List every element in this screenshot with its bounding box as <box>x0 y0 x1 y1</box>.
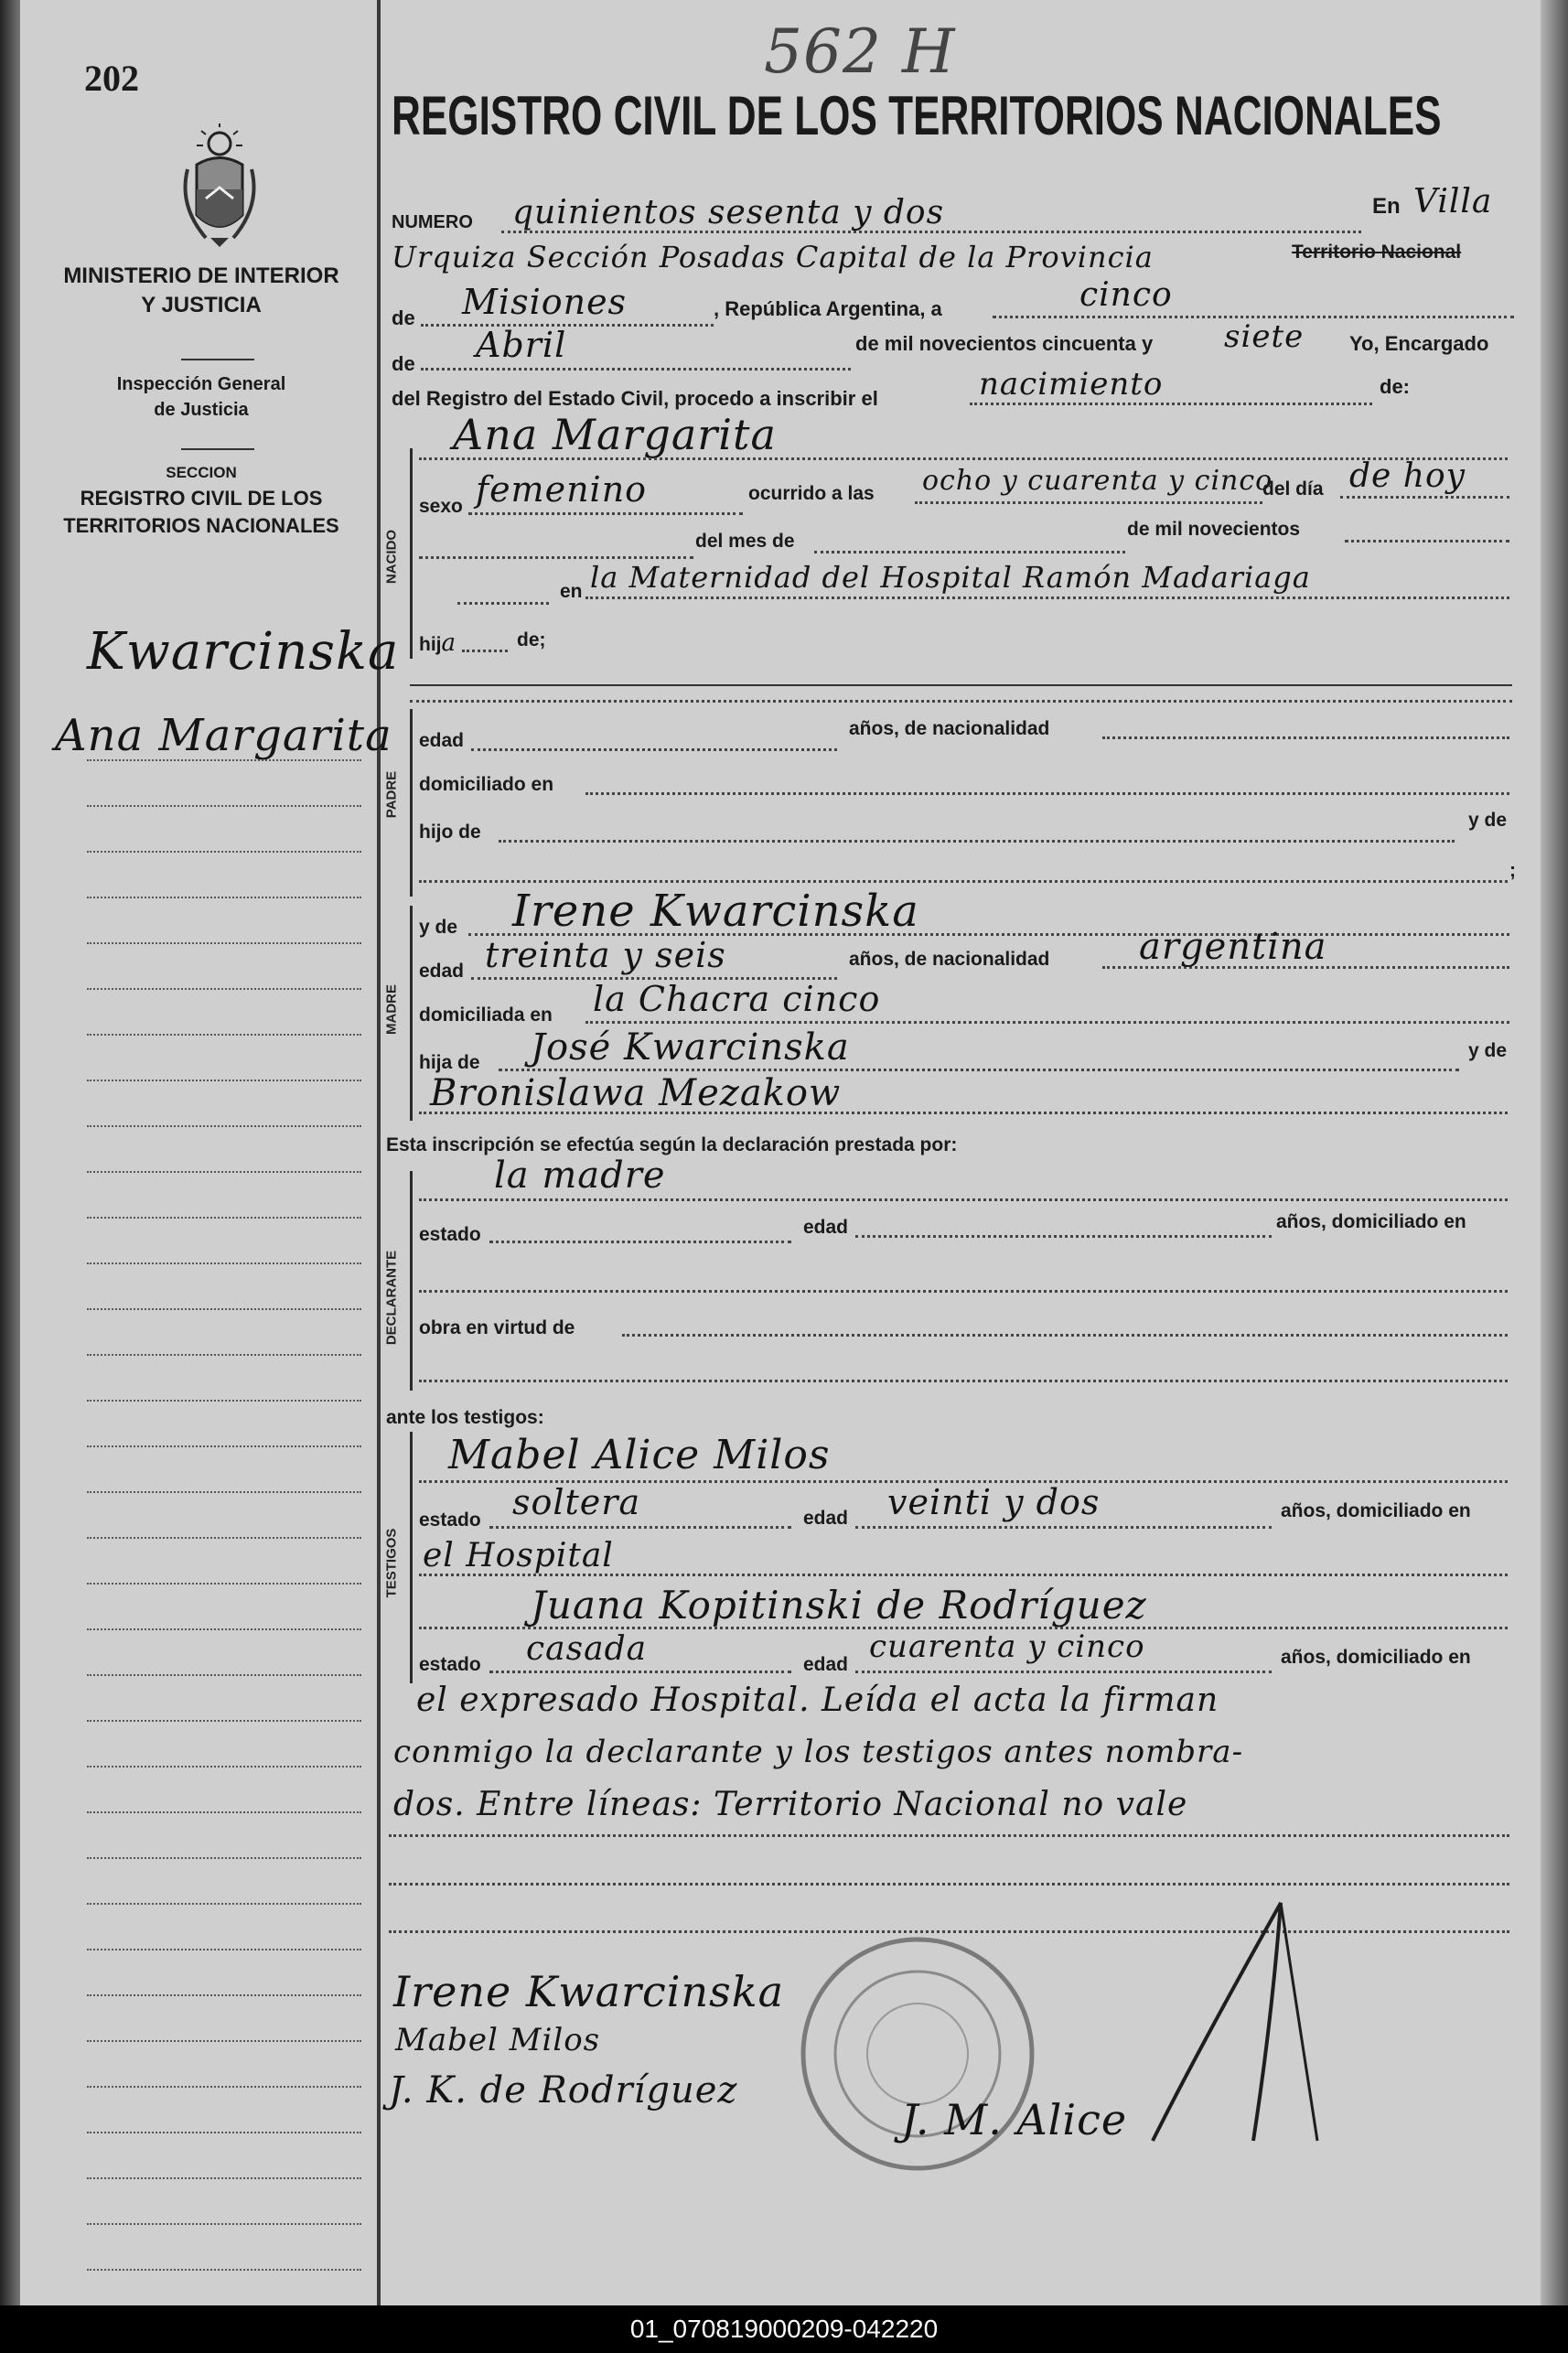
entry-witness1-domicile: el Hospital <box>423 1537 614 1574</box>
entry-location: Urquiza Sección Posadas Capital de la Provincia <box>392 240 1154 274</box>
signature-flourish <box>1144 1885 1326 2159</box>
bracket-testigos <box>410 1432 413 1683</box>
label-de-mil-novecientos: de mil novecientos <box>1127 519 1301 540</box>
closing-line-2: conmigo la declarante y los testigos antes nombra- <box>393 1734 1244 1770</box>
side-label-declarante: DECLARANTE <box>383 1250 400 1346</box>
label-republica: , República Argentina, a <box>714 297 942 320</box>
entry-event: nacimiento <box>979 366 1164 403</box>
entry-witness1-name: Mabel Alice Milos <box>448 1432 831 1478</box>
label-obra-virtud: obra en virtud de <box>419 1317 575 1338</box>
coat-of-arms-icon <box>178 124 261 252</box>
label-madre-y-de-2: y de <box>1468 1040 1508 1061</box>
label-esta-inscripcion: Esta inscripción se efectúa según la declaración prestada por: <box>386 1134 958 1155</box>
entry-birthplace: la Maternidad del Hospital Ramón Madariaga <box>590 560 1311 595</box>
label-de-semicolon: de; <box>517 629 546 650</box>
signature-officer: J. M. Alice <box>901 2095 1128 2144</box>
side-label-testigos: TESTIGOS <box>383 1528 400 1598</box>
closing-line-1: el expresado Hospital. Leída el acta la firman <box>416 1681 1219 1719</box>
entry-mother-father: José Kwarcinska <box>531 1026 850 1069</box>
label-en: En <box>1372 194 1401 219</box>
inspection-line1: Inspección General <box>116 374 286 394</box>
entry-day: cinco <box>1079 276 1173 314</box>
label-w2-anos: años, domiciliado en <box>1281 1647 1471 1668</box>
label-w1-estado: estado <box>419 1510 481 1531</box>
bracket-declarante <box>410 1171 413 1391</box>
entry-child-name: Ana Margarita <box>453 410 777 459</box>
entry-hour: ocho y cuarenta y cinco <box>922 465 1273 497</box>
signature-witness1: Mabel Milos <box>395 2022 601 2058</box>
entry-witness1-estado: soltera <box>512 1482 641 1522</box>
label-madre-domiciliada: domiciliada en <box>419 1005 553 1026</box>
entry-mother-name: Irene Kwarcinska <box>512 886 919 937</box>
entry-mother-nationality: argentina <box>1139 926 1327 968</box>
entry-de-place: Misiones <box>462 282 628 322</box>
closing-line-3: dos. Entre líneas: Territorio Nacional no vale <box>393 1786 1188 1823</box>
label-hijo: hij <box>419 634 442 655</box>
label-de-colon: de: <box>1380 375 1410 398</box>
margin-divider <box>377 0 381 2305</box>
label-numero: NUMERO <box>392 212 473 232</box>
separator-nacido <box>410 684 1512 686</box>
entry-year-suffix: siete <box>1224 318 1305 355</box>
page-number: 202 <box>84 58 139 99</box>
label-del-dia: del día <box>1262 478 1324 500</box>
ministry-line2: Y JUSTICIA <box>141 293 262 317</box>
entry-en: Villa <box>1413 183 1493 220</box>
label-declarante-edad: edad <box>803 1217 849 1238</box>
form-title: REGISTRO CIVIL DE LOS TERRITORIOS NACIONALES <box>392 85 1442 146</box>
label-sexo: sexo <box>419 496 463 517</box>
label-yo-encargado: Yo, Encargado <box>1349 332 1489 355</box>
side-label-nacido: NACIDO <box>383 529 400 585</box>
label-ocurrido: ocurrido a las <box>748 483 875 504</box>
bracket-padre <box>410 709 413 897</box>
label-padre-nacionalidad: años, de nacionalidad <box>849 718 1050 739</box>
side-label-padre: PADRE <box>383 770 400 819</box>
signature-witness2: J. K. de Rodríguez <box>389 2069 738 2111</box>
label-madre-edad: edad <box>419 961 465 982</box>
label-territorio-nacional: Territorio Nacional <box>1292 242 1462 263</box>
entry-hijo-suffix: a <box>441 629 457 657</box>
bracket-madre <box>410 906 413 1121</box>
label-del-mes: del mes de <box>695 531 795 552</box>
label-madre-nacionalidad: años, de nacionalidad <box>849 949 1050 970</box>
margin-surname: Kwarcinska <box>87 622 400 682</box>
section-line1: REGISTRO CIVIL DE LOS <box>80 487 323 510</box>
entry-declarant: la madre <box>494 1155 666 1197</box>
label-padre-semicolon: ; <box>1509 860 1516 881</box>
bracket-nacido <box>410 448 413 659</box>
label-w1-anos: años, domiciliado en <box>1281 1500 1471 1521</box>
entry-witness2-name: Juana Kopitinski de Rodríguez <box>531 1583 1147 1628</box>
label-de-mil: de mil novecientos cincuenta y <box>855 332 1154 355</box>
label-w2-edad: edad <box>803 1654 849 1675</box>
label-padre-domiciliado: domiciliado en <box>419 774 554 795</box>
label-en-lower: en <box>560 581 583 602</box>
entry-witness2-edad: cuarenta y cinco <box>869 1628 1145 1665</box>
label-de-1: de <box>392 306 415 329</box>
entry-witness2-estado: casada <box>526 1630 648 1668</box>
label-padre-y-de: y de <box>1468 810 1508 831</box>
ministry-line1: MINISTERIO DE INTERIOR <box>63 263 339 288</box>
entry-mother-mother: Bronislawa Mezakow <box>430 1072 842 1114</box>
label-declarante-anos: años, domiciliado en <box>1276 1211 1466 1232</box>
inspection-line2: de Justicia <box>154 400 249 420</box>
entry-sexo: femenino <box>476 469 648 510</box>
label-declarante-estado: estado <box>419 1224 481 1245</box>
label-padre-hijo-de: hijo de <box>419 822 481 843</box>
label-w2-estado: estado <box>419 1654 481 1675</box>
signature-mother: Irene Kwarcinska <box>393 1967 785 2016</box>
label-de-2: de <box>392 352 415 375</box>
entry-witness1-edad: veinti y dos <box>887 1482 1101 1522</box>
archive-note: 562 H <box>764 16 956 87</box>
label-padre-edad: edad <box>419 730 465 751</box>
section-label: SECCION <box>166 464 237 481</box>
label-madre-hija-de: hija de <box>419 1052 480 1073</box>
label-hijo-group <box>419 629 456 657</box>
margin-separator-2 <box>181 448 254 450</box>
entry-numero: quinientos sesenta y dos <box>512 194 945 231</box>
image-id-footer: 01_070819000209-042220 <box>0 2305 1568 2353</box>
entry-month: Abril <box>476 325 567 365</box>
margin-separator-1 <box>181 359 254 360</box>
label-madre-y-de: y de <box>419 917 458 938</box>
entry-mother-domicile: la Chacra cinco <box>593 979 881 1019</box>
entry-mother-age: treinta y seis <box>485 935 726 975</box>
section-line2: TERRITORIOS NACIONALES <box>63 514 339 537</box>
label-ante-testigos: ante los testigos: <box>386 1407 544 1428</box>
side-label-madre: MADRE <box>383 984 400 1035</box>
label-w1-edad: edad <box>803 1508 849 1529</box>
label-del-registro: del Registro del Estado Civil, procedo a inscribir el <box>392 387 878 410</box>
margin-given-names: Ana Margarita <box>55 710 392 761</box>
entry-dia: de hoy <box>1349 457 1466 495</box>
